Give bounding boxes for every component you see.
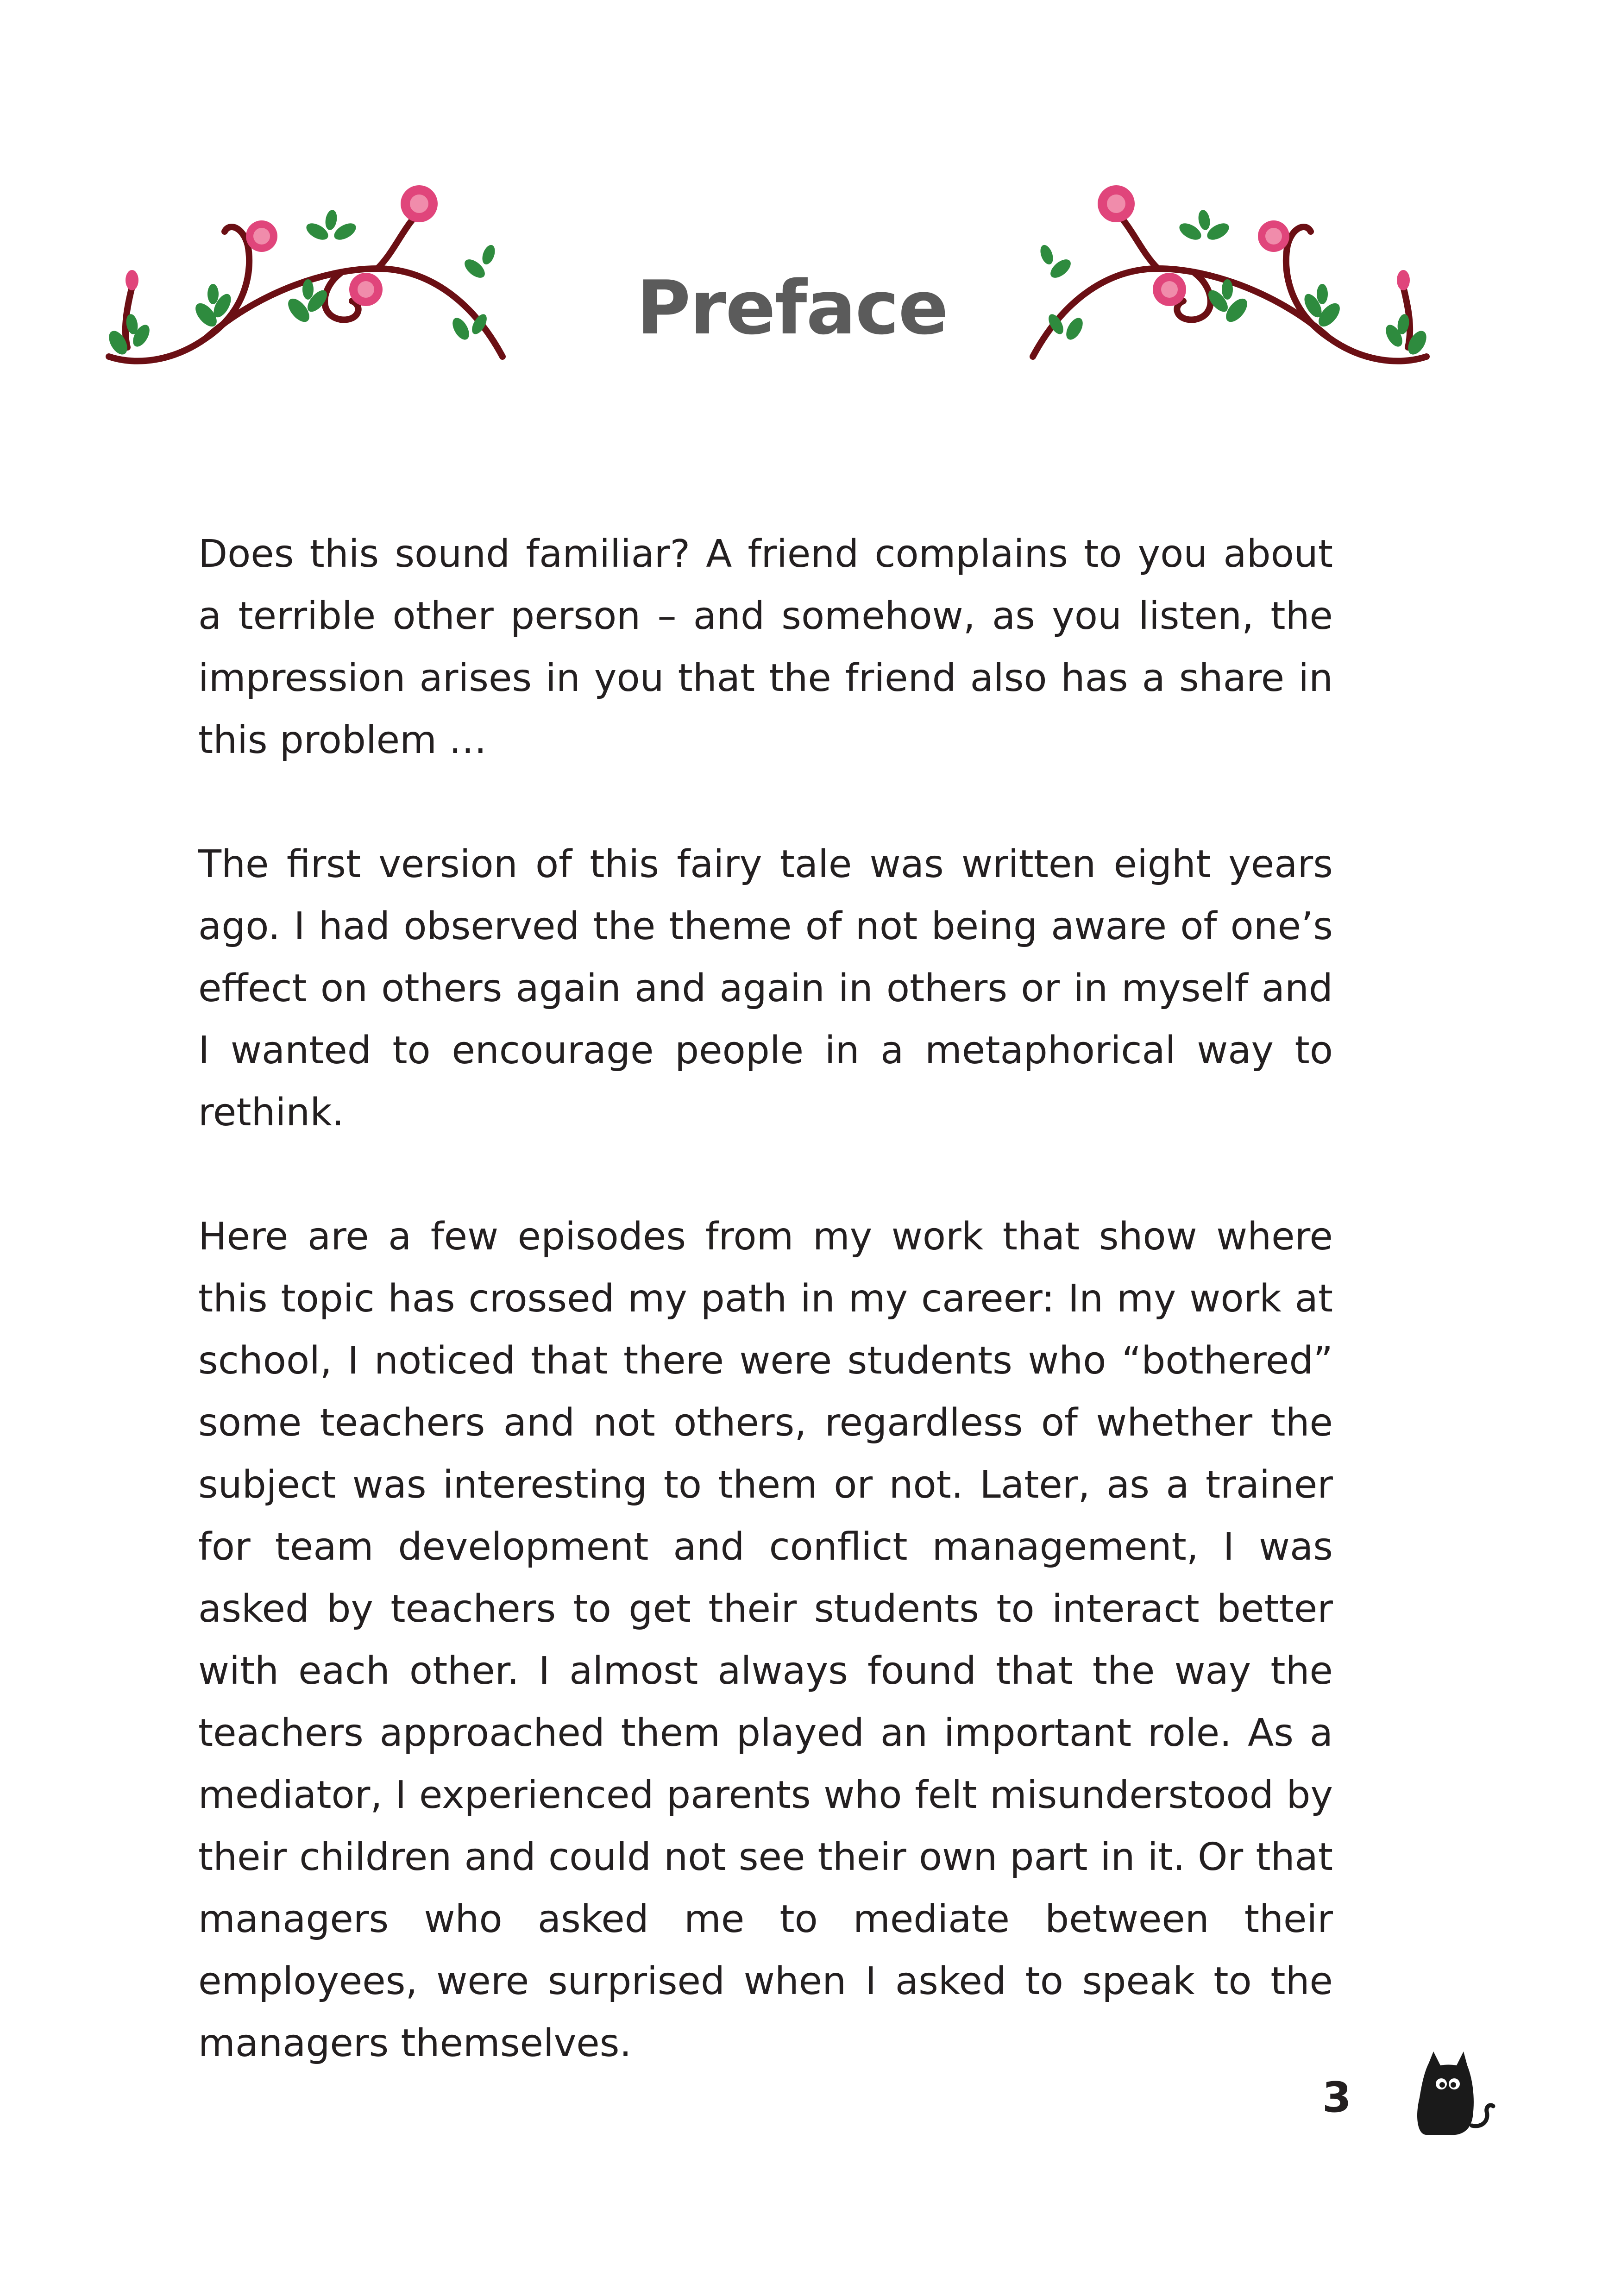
page-number: 3 [1322, 2073, 1351, 2122]
rose-vine-ornament-icon [1010, 176, 1436, 370]
page-header [0, 167, 1621, 389]
page-title: Preface [636, 264, 948, 351]
preface-body [198, 523, 1333, 2137]
rose-vine-ornament-icon [100, 176, 526, 370]
paragraph-2: The first version of this fairy tale was written eight years ago. I had observed the theme of not being aware of one’s effect on others again and again in others or in myself and I wanted to encourage people in a metaphorical way to rethink. [198, 842, 1333, 1135]
paragraph-3: Here are a few episodes from my work that show where this topic has crossed my path in my career: In my work at school, I noticed that there were students who “bothered” some teachers and not others, regardless of whether the subject was interesting to them or not. Later, as a trainer for team development and conflict management, I was asked by teachers to get their students to interact better with each other. I almost always found that the way the teachers approached them played an important role. As a mediator, I experienced parents who felt misunderstood by their children and could not see their own part in it. Or that managers who asked me to mediate between their employees, were surprised when I asked to speak to the managers themselves. [198, 1215, 1333, 2065]
paragraph-1: Does this sound familiar? A friend complains to you about a terrible other person – and somehow, as you listen, the impression arises in you that the friend also has a share in this problem … [198, 532, 1333, 762]
black-cat-mascot-icon [1408, 2047, 1496, 2139]
